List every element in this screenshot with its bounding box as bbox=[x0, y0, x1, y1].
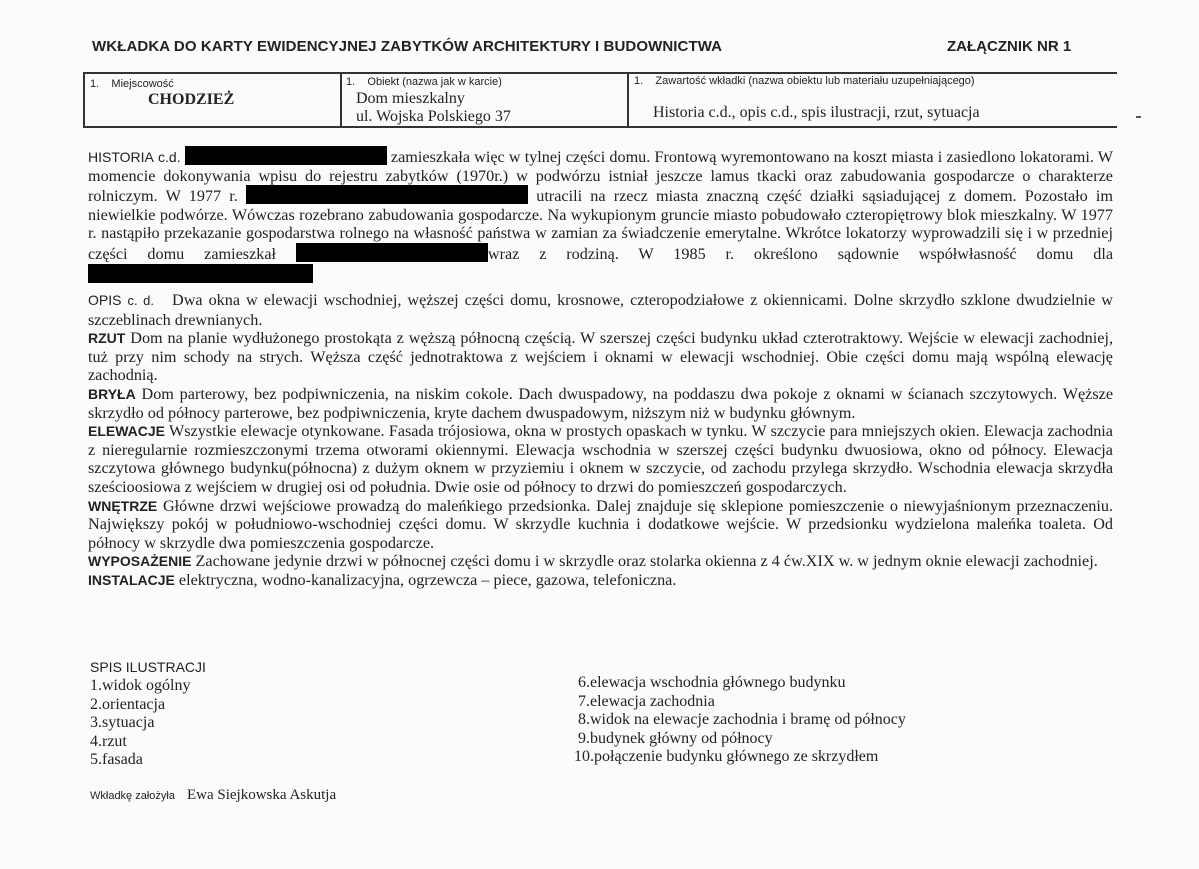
redaction-box bbox=[246, 185, 528, 204]
elewacje-section bbox=[88, 422, 1113, 496]
instalacje-heading: INSTALACJE bbox=[88, 571, 175, 588]
rzut-text: Dom na planie wydłużonego prostokąta z węższą północną częścią. W szerszej części budynku układ czterotraktowy. Wejście w elewacji zachodniej, tuż przy nim schody na strych. Węższa część jednotraktowa z wejściem i oknami w elewacji wschodniej. Obie części domu mają wspólną elewację zachodnią. bbox=[88, 329, 1113, 385]
wnetrze-text: Główne drzwi wejściowe prowadzą do maleńkiego przedsionka. Dalej znajduje się sklepione pomieszczenie o niewyjaśnionym przeznaczeniu. Największy pokój w południowo-wschodniej części domu. W skrzydle kuchnia i dodatkowe wejście. W przedsionku wydzielona maleńka toaleta. Od północy w skrzydle dwa pomieszczenia gospodarcze. bbox=[88, 496, 1113, 552]
wnetrze-heading: WNĘTRZE bbox=[88, 497, 158, 514]
list-item: 10.połączenie budynku głównego ze skrzydłem bbox=[574, 748, 879, 766]
bryla-heading: BRYŁA bbox=[88, 385, 136, 402]
historia-cd: c.d. bbox=[158, 149, 181, 165]
wyposazenie-section bbox=[88, 552, 1113, 571]
scan-mark bbox=[1136, 116, 1141, 118]
object-address-value: ul. Wojska Polskiego 37 bbox=[356, 108, 511, 125]
table-top-rule bbox=[83, 72, 1117, 74]
rzut-heading: RZUT bbox=[88, 330, 126, 347]
redaction-box bbox=[88, 264, 313, 283]
historia-text-1: zamieszkała więc w tylnej części domu. Frontową wyremontowano na koszt miasta i zasiedlono lokatorami. W momencie dokonywania wpisu do rejestru zabytków (1970r.) w podwórzu istniał jeszcze lamus tkacki oraz zabudowania gospodarcze o charakterze rolniczym. W 1977 r. bbox=[88, 148, 1114, 206]
list-item: 9.budynek główny od północy bbox=[578, 729, 773, 747]
historia-text-2: utracili na rzecz miasta znaczną część działki sąsiadującej z domem. Pozostało im niewielkie podwórze. Wówczas rozebrano zabudowania gospodarcze. Na wykupionym gruncie miasto pobudowało czteropiętrowy blok mieszkalny. W 1977 r. nastąpiło przekazanie gospodarstwa rolnego na własność państwa w zamian za świadczenie emerytalne. Wkrótce lokatorzy wyprowadzili się i w przedniej części domu zamieszkał bbox=[88, 187, 1113, 263]
list-item: 3.sytuacja bbox=[90, 714, 155, 732]
opis-text: Dwa okna w elewacji wschodniej, węższej części domu, krosnowe, czteropodziałowe z okiennicami. Dolne skrzydło szklone dwudzielnie w szczeblinach drewnianych. bbox=[88, 291, 1114, 329]
list-item: 8.widok na elewacje zachodnia i bramę od północy bbox=[578, 711, 906, 729]
historia-text-3: wraz z rodziną. W 1985 r. określono sądownie współwłasność domu dla bbox=[487, 244, 1114, 263]
historia-heading: HISTORIA bbox=[88, 149, 154, 165]
author-label: Wkładkę założyła bbox=[90, 790, 175, 802]
list-item: 2.orientacja bbox=[90, 695, 166, 713]
list-item: 6.elewacja wschodnia głównego budynku bbox=[578, 674, 846, 691]
opis-cd: c. d. bbox=[127, 293, 154, 308]
bryla-text: Dom parterowy, bez podpiwniczenia, na niskim cokole. Dach dwuspadowy, na poddaszu dwa pokoje z oknami w ścianach szczytowych. Węższe skrzydło od północy parterowe, bez podpiwniczenia, kryte dachem dwuspadowym, niższym niż w budynku głównym. bbox=[88, 384, 1114, 422]
annex-label: ZAŁĄCZNIK NR 1 bbox=[947, 38, 1072, 55]
table-bottom-rule bbox=[83, 126, 1117, 128]
instalacje-text: elektryczna, wodno-kanalizacyjna, ogrzewcza – piece, gazowa, telefoniczna. bbox=[178, 570, 677, 589]
redaction-box bbox=[185, 146, 387, 165]
list-item: 5.fasada bbox=[90, 751, 143, 769]
table-divider-1 bbox=[340, 72, 342, 127]
document-title: WKŁADKA DO KARTY EWIDENCYJNEJ ZABYTKÓW ARCHITEKTURY I BUDOWNICTWA bbox=[92, 38, 723, 55]
object-name-value: Dom mieszkalny bbox=[356, 90, 465, 107]
list-item: 4.rzut bbox=[90, 732, 127, 750]
illustrations-heading: SPIS ILUSTRACJI bbox=[90, 659, 206, 675]
author-name: Ewa Siejkowska Askutja bbox=[186, 787, 337, 803]
contents-cell-label: 1. Zawartość wkładki (nazwa obiektu lub materiału uzupełniającego) bbox=[634, 75, 975, 87]
elewacje-text: Wszystkie elewacje otynkowane. Fasada trójosiowa, okna w prostych opaskach w tynku. W szczycie para mniejszych okien. Elewacja zachodnia z nieregularnie rozmieszczonymi trzema otworami okiennymi. Elewacja wschodnia w szerszej części budynku dwuosiowa, okno od północy. Elewacja szczytowa głównego budynku(północna) z dużym oknem w przyziemiu i oknem w szczycie, od zachodu przylega skrzydło. Wschodnia elewacja skrzydła sześcioosiowa z wejściem w drugiej osi od południa. Dwie osie od północy to drzwi do pomieszczeń gospodarczych. bbox=[88, 422, 1113, 496]
object-cell-label: 1. Obiekt (nazwa jak w karcie) bbox=[346, 76, 502, 88]
list-item: 1.widok ogólny bbox=[90, 677, 191, 694]
opis-heading: OPIS bbox=[88, 292, 122, 308]
list-item: 7.elewacja zachodnia bbox=[578, 692, 715, 710]
opis-section bbox=[88, 291, 1113, 329]
bryla-section bbox=[88, 385, 1113, 422]
locality-cell-label: 1. Miejscowość bbox=[90, 78, 174, 90]
wyposazenie-heading: WYPOSAŻENIE bbox=[88, 553, 192, 570]
table-divider-2 bbox=[627, 72, 629, 127]
rzut-section bbox=[88, 329, 1113, 385]
table-divider-left bbox=[83, 72, 85, 127]
redaction-box bbox=[296, 243, 488, 262]
illustrations-list-left bbox=[90, 677, 190, 770]
contents-value: Historia c.d., opis c.d., spis ilustracji, rzut, sytuacja bbox=[653, 104, 980, 121]
illustrations-list-right bbox=[574, 674, 906, 767]
elewacje-heading: ELEWACJE bbox=[88, 423, 166, 440]
locality-value: CHODZIEŻ bbox=[148, 91, 235, 108]
footer-author bbox=[90, 786, 336, 804]
instalacje-section bbox=[88, 571, 1113, 590]
historia-section bbox=[88, 146, 1113, 284]
wyposazenie-text: Zachowane jedynie drzwi w północnej części domu i w skrzydle oraz stolarka okienna z 4 ćw.XIX w. w jednym oknie elewacji zachodniej. bbox=[195, 552, 1098, 571]
description-sections bbox=[88, 291, 1113, 590]
wnetrze-section bbox=[88, 497, 1113, 553]
